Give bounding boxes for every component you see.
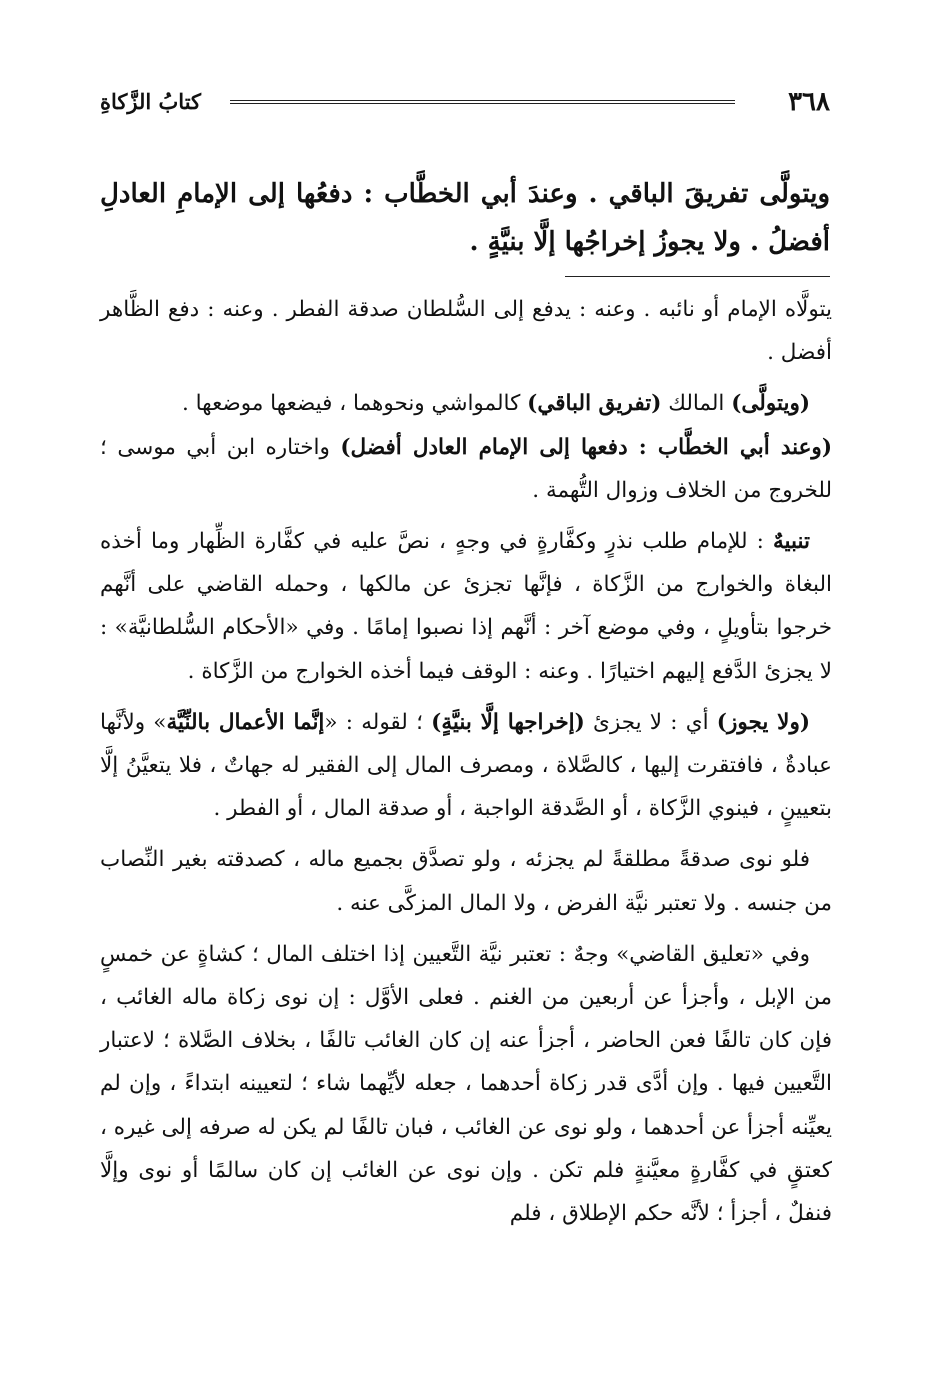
commentary-text: ؛ لقوله : « <box>324 709 432 735</box>
commentary-text: : للإمام طلب نذرٍ وكفَّارةٍ في وجهٍ ، نصَّ عليه في كفَّارة الظِّهار وما أخذه البغاة والخوارج من الزَّكاة ، فإنَّها تجزئ عن مالكها ، وحمله القاضي على أنَّهم خرجوا بتأويلٍ ، وفي موضع آخر : أنَّهم إذا نصبوا إمامًا . وفي «الأحكام السُّلطانيَّة» : لا يجزئ الدَّفع إليهم اختيارًا . وعنه : الوقف فيما أخذه الخوارج من الزَّكاة . <box>100 529 832 684</box>
quoted-matn: (ولا يجوز) <box>716 709 810 735</box>
commentary-paragraph <box>100 382 832 425</box>
header-rule <box>230 100 735 104</box>
commentary-text: واختاره ابن أبي موسى ؛ للخروج من الخلاف وزوال التُّهمة . <box>100 434 832 503</box>
commentary-text: المالك <box>661 391 732 417</box>
commentary <box>100 288 832 1235</box>
quoted-matn: (وعند أبي الخطَّاب : دفعها إلى الإمام العادل أفضل) <box>340 434 832 460</box>
commentary-text: فلو نوى صدقةً مطلقةً لم يجزئه ، ولو تصدَّق بجميع ماله ، كصدقته بغير النِّصاب من جنسه . ولا تعتبر نيَّة الفرض ، ولا المال المزكَّى عنه . <box>100 847 832 916</box>
commentary-paragraph <box>100 933 832 1235</box>
commentary-text: أي : لا يجزئ <box>584 709 717 735</box>
commentary-paragraph <box>100 288 832 374</box>
page-header <box>100 82 830 122</box>
note-label: تنبيهٌ <box>773 529 810 555</box>
commentary-text: يتولَّاه الإمام أو نائبه . وعنه : يدفع إلى السُّلطان صدقة الفطر . وعنه : دفع الظَّاهر أفضل . <box>100 297 832 366</box>
quoted-matn: (إخراجها إلَّا بنيَّةٍ) <box>431 709 585 735</box>
commentary-paragraph <box>100 426 832 512</box>
quoted-matn: (تفريق الباقي) <box>527 391 662 417</box>
commentary-paragraph <box>100 520 832 693</box>
commentary-text: وفي «تعليق القاضي» وجهٌ : تعتبر نيَّة التَّعيين إذا اختلف المال ؛ كشاةٍ عن خمسٍ من الإبل ، وأجزأ عن أربعين من الغنم . فعلى الأوَّل : إن نوى زكاة ماله الغائب ، فإن كان تالفًا فعن الحاضر ، أجزأ عنه إن كان الغائب تالفًا ، بخلاف الصَّلاة ؛ لاعتبار التَّعيين فيها . وإن أدَّى قدر زكاة أحدهما ، جعله لأيِّهما شاء ؛ لتعيينه ابتداءً ، وإن لم يعيِّنه أجزأ عن أحدهما ، ولو نوى عن الغائب ، فبان تالفًا لم يكن له صرفه إلى غيره ، كعتقٍ في كفَّارةٍ معيَّنةٍ فلم تكن . وإن نوى عن الغائب إن كان سالمًا أو نوى وإلَّا فنفلٌ ، أجزأ ؛ لأنَّه حكم الإطلاق ، فلم <box>100 941 832 1227</box>
matn-text: ويتولَّى تفريقَ الباقي . وعندَ أبي الخطَّاب : دفعُها إلى الإمامِ العادلِ أفضلُ . ولا يجوزُ إخراجُها إلَّا بنيَّةٍ . <box>100 179 830 257</box>
commentary-paragraph <box>100 701 832 831</box>
commentary-paragraph <box>100 838 832 924</box>
commentary-text: » ولأنَّها عبادةٌ ، فافتقرت إليها ، كالصَّلاة ، ومصرف المال إلى الفقير له جهاتٌ ، فلا يتعيَّنُ إلَّا بتعيينٍ ، فينوي الزَّكاة ، أو الصَّدقة الواجبة ، أو صدقة المال ، أو الفطر . <box>100 709 832 822</box>
hadith-quote: إنَّما الأعمال بالنِّيَّة <box>166 709 325 735</box>
commentary-text: كالمواشي ونحوهما ، فيضعها موضعها . <box>181 391 528 417</box>
page-number: ٣٦٨ <box>788 87 830 117</box>
quoted-matn: (ويتولَّى) <box>731 391 810 417</box>
book-title: كتابُ الزَّكاةِ <box>100 89 202 114</box>
matn-separator-rule <box>565 276 830 277</box>
